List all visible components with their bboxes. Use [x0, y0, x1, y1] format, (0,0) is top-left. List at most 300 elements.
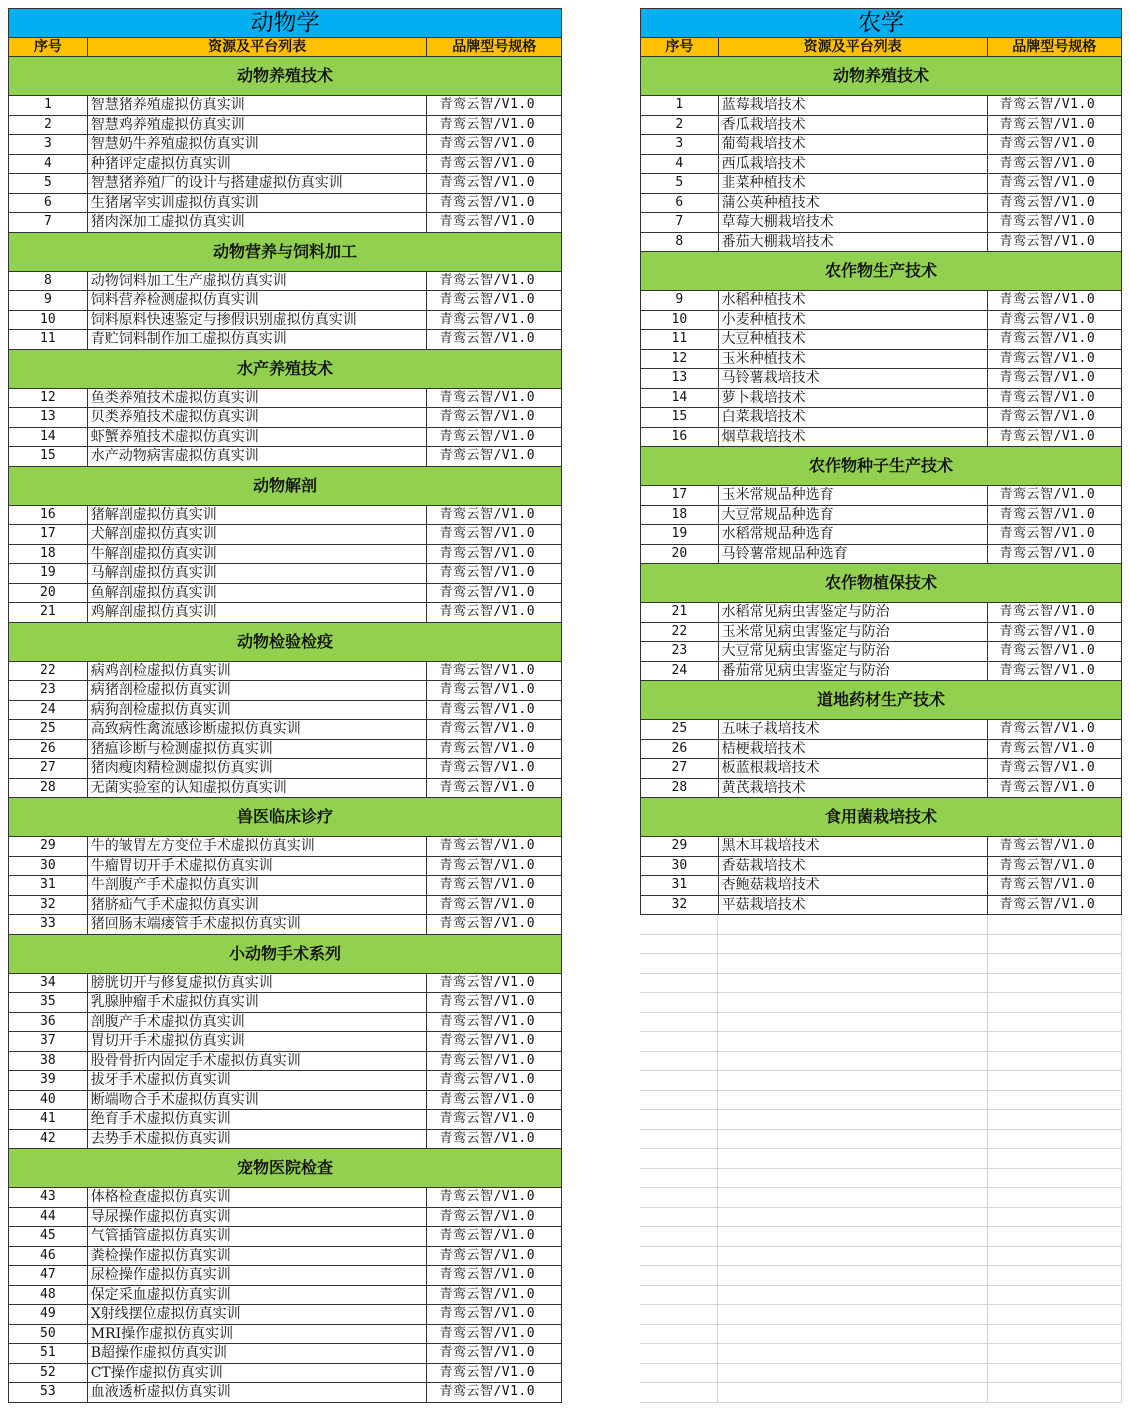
table-row — [640, 525, 1122, 545]
brand-model: 青鸾云智/V1.0 — [999, 350, 1096, 366]
brand-model: 青鸾云智/V1.0 — [439, 1325, 536, 1341]
resource-name: 水产动物病害虚拟仿真实训 — [88, 447, 428, 466]
resource-name: 香菇栽培技术 — [719, 857, 988, 876]
table-row — [8, 1130, 562, 1150]
empty-cell — [640, 1305, 718, 1324]
brand-model: 青鸾云智/V1.0 — [999, 292, 1096, 307]
resource-name: 大豆种植技术 — [719, 330, 988, 349]
resource-name: 智慧猪养殖厂的设计与搭建虚拟仿真实训 — [88, 174, 428, 193]
resource-name: 五味子栽培技术 — [719, 720, 988, 739]
table-row — [640, 720, 1122, 740]
brand-model: 青鸾云智/V1.0 — [439, 136, 536, 151]
empty-cell — [640, 1364, 718, 1383]
empty-cell — [718, 1208, 988, 1227]
brand-model: 青鸾云智/V1.0 — [439, 1228, 536, 1243]
brand-model: 青鸾云智/V1.0 — [439, 1013, 536, 1029]
brand-model: 青鸾云智/V1.0 — [999, 779, 1096, 795]
resource-name: 平菇栽培技术 — [719, 896, 988, 915]
row-number: 18 — [9, 545, 88, 564]
table-row — [640, 291, 1122, 311]
brand-model: 青鸾云智/V1.0 — [999, 97, 1096, 112]
resource-name: 去势手术虚拟仿真实训 — [88, 1130, 428, 1149]
resource-name: 水稻常规品种选育 — [719, 525, 988, 544]
empty-cell — [718, 1364, 988, 1383]
table-row — [8, 564, 562, 584]
resource-name: 蓝莓栽培技术 — [719, 96, 988, 115]
table-row — [8, 311, 562, 331]
resource-name: 种猪评定虚拟仿真实训 — [88, 155, 428, 174]
table-row — [8, 135, 562, 155]
empty-cell — [718, 1266, 988, 1285]
brand-model: 青鸾云智/V1.0 — [999, 155, 1096, 171]
table-row — [8, 1266, 562, 1286]
empty-row — [640, 1305, 1122, 1325]
row-number: 20 — [641, 545, 719, 564]
brand-model: 青鸾云智/V1.0 — [439, 1267, 536, 1282]
empty-cell — [988, 954, 1122, 973]
empty-row — [640, 1383, 1122, 1403]
table-row — [8, 1325, 562, 1345]
table-row — [640, 233, 1122, 253]
brand-model: 青鸾云智/V1.0 — [439, 662, 536, 678]
row-number: 16 — [641, 428, 719, 447]
column-header-brand: 品牌型号规格 — [452, 39, 537, 55]
resource-name: 血液透析虚拟仿真实训 — [88, 1383, 428, 1402]
empty-row — [640, 1013, 1122, 1033]
empty-cell — [718, 1052, 988, 1071]
brand-model: 青鸾云智/V1.0 — [439, 331, 536, 346]
resource-name: 玉米常规品种选育 — [719, 486, 988, 505]
empty-cell — [988, 1286, 1122, 1305]
table-row — [640, 350, 1122, 370]
section-header: 农作物种子生产技术 — [640, 447, 1122, 486]
row-number: 8 — [9, 272, 88, 291]
agronomy-column-headers — [640, 38, 1122, 57]
empty-cell — [718, 1130, 988, 1149]
resource-name: 股骨骨折内固定手术虚拟仿真实训 — [88, 1052, 428, 1071]
resource-name: 番茄常见病虫害鉴定与防治 — [719, 662, 988, 681]
section-header: 动物营养与饲料加工 — [8, 233, 562, 272]
resource-name: 马铃薯常规品种选育 — [719, 545, 988, 564]
empty-row — [640, 1344, 1122, 1364]
resource-name: 小麦种植技术 — [719, 311, 988, 330]
row-number: 14 — [9, 428, 88, 447]
table-row — [8, 194, 562, 214]
row-number: 52 — [9, 1364, 88, 1383]
table-row — [8, 1227, 562, 1247]
empty-cell — [988, 1110, 1122, 1129]
empty-cell — [640, 1013, 718, 1032]
empty-row — [640, 1130, 1122, 1150]
empty-cell — [988, 1227, 1122, 1246]
empty-cell — [640, 1344, 718, 1363]
brand-model: 青鸾云智/V1.0 — [999, 740, 1096, 756]
table-row — [640, 369, 1122, 389]
brand-model: 青鸾云智/V1.0 — [439, 1072, 536, 1087]
row-number: 4 — [9, 155, 88, 174]
brand-model: 青鸾云智/V1.0 — [999, 116, 1096, 132]
empty-cell — [640, 1227, 718, 1246]
table-row — [8, 1091, 562, 1111]
brand-model: 青鸾云智/V1.0 — [999, 136, 1096, 151]
resource-name: 动物饲料加工生产虚拟仿真实训 — [88, 272, 428, 291]
section-header: 农作物植保技术 — [640, 564, 1122, 603]
empty-cell — [640, 1052, 718, 1071]
table-row — [8, 1383, 562, 1403]
brand-model: 青鸾云智/V1.0 — [999, 857, 1096, 873]
resource-name: 猪肉瘦肉精检测虚拟仿真实训 — [88, 759, 428, 778]
brand-model: 青鸾云智/V1.0 — [999, 721, 1096, 736]
section-header: 动物养殖技术 — [8, 57, 562, 96]
agronomy-title: 农学 — [640, 8, 1122, 38]
column-header-resource: 资源及平台列表 — [88, 38, 428, 56]
table-row — [640, 545, 1122, 565]
table-row — [8, 1364, 562, 1384]
empty-row — [640, 1286, 1122, 1306]
zoology-column-headers — [8, 38, 562, 57]
empty-row — [640, 1266, 1122, 1286]
row-number: 22 — [9, 662, 88, 681]
section-header: 道地药材生产技术 — [640, 681, 1122, 720]
resource-name: 猪瘟诊断与检测虚拟仿真实训 — [88, 740, 428, 759]
empty-cell — [640, 1071, 718, 1090]
resource-name: 青贮饲料制作加工虚拟仿真实训 — [88, 330, 428, 349]
brand-model: 青鸾云智/V1.0 — [439, 545, 536, 561]
row-number: 33 — [9, 915, 88, 934]
row-number: 30 — [641, 857, 719, 876]
empty-cell — [718, 1325, 988, 1344]
table-row — [8, 545, 562, 565]
section-header: 水产养殖技术 — [8, 350, 562, 389]
empty-cell — [988, 1266, 1122, 1285]
brand-model: 青鸾云智/V1.0 — [439, 1111, 536, 1126]
empty-cell — [640, 974, 718, 993]
row-number: 18 — [641, 506, 719, 525]
empty-cell — [718, 974, 988, 993]
resource-name: 西瓜栽培技术 — [719, 155, 988, 174]
empty-row — [640, 1364, 1122, 1384]
row-number: 3 — [641, 135, 719, 154]
row-number: 16 — [9, 506, 88, 525]
row-number: 22 — [641, 623, 719, 642]
empty-cell — [718, 1227, 988, 1246]
row-number: 12 — [9, 389, 88, 408]
brand-model: 青鸾云智/V1.0 — [999, 370, 1096, 385]
resource-name: 玉米种植技术 — [719, 350, 988, 369]
empty-cell — [988, 1149, 1122, 1168]
row-number: 7 — [641, 213, 719, 232]
row-number: 35 — [9, 993, 88, 1012]
table-row — [8, 701, 562, 721]
brand-model: 青鸾云智/V1.0 — [439, 116, 536, 132]
row-number: 44 — [9, 1208, 88, 1227]
resource-name: 病鸡剖检虚拟仿真实训 — [88, 662, 428, 681]
empty-row — [640, 935, 1122, 955]
empty-cell — [640, 1169, 718, 1188]
brand-model: 青鸾云智/V1.0 — [439, 1286, 536, 1302]
brand-model: 青鸾云智/V1.0 — [999, 545, 1096, 561]
brand-model: 青鸾云智/V1.0 — [439, 311, 536, 327]
table-row — [8, 408, 562, 428]
table-row — [8, 389, 562, 409]
table-row — [8, 1247, 562, 1267]
empty-cell — [640, 1149, 718, 1168]
empty-cell — [718, 1383, 988, 1402]
resource-name: 大豆常见病虫害鉴定与防治 — [719, 642, 988, 661]
resource-name: 水稻种植技术 — [719, 291, 988, 310]
brand-model: 青鸾云智/V1.0 — [999, 175, 1096, 190]
resource-name: 板蓝根栽培技术 — [719, 759, 988, 778]
table-row — [8, 330, 562, 350]
empty-cell — [988, 1188, 1122, 1207]
column-header-number: 序号 — [9, 38, 88, 56]
section-header: 农作物生产技术 — [640, 252, 1122, 291]
brand-model: 青鸾云智/V1.0 — [999, 487, 1096, 502]
row-number: 13 — [641, 369, 719, 388]
row-number: 29 — [9, 837, 88, 856]
empty-row — [640, 1071, 1122, 1091]
empty-row — [640, 1208, 1122, 1228]
table-row — [640, 194, 1122, 214]
empty-cell — [718, 935, 988, 954]
resource-name: 鱼类养殖技术虚拟仿真实训 — [88, 389, 428, 408]
empty-cell — [640, 1188, 718, 1207]
brand-model: 青鸾云智/V1.0 — [439, 194, 536, 210]
brand-model: 青鸾云智/V1.0 — [439, 682, 536, 697]
table-row — [640, 96, 1122, 116]
brand-model: 青鸾云智/V1.0 — [999, 506, 1096, 522]
brand-model: 青鸾云智/V1.0 — [999, 428, 1096, 444]
row-number: 7 — [9, 213, 88, 232]
empty-row — [640, 1169, 1122, 1189]
brand-model: 青鸾云智/V1.0 — [999, 389, 1096, 405]
brand-model: 青鸾云智/V1.0 — [439, 506, 536, 522]
brand-model: 青鸾云智/V1.0 — [439, 526, 536, 541]
table-row — [640, 896, 1122, 916]
row-number: 41 — [9, 1110, 88, 1129]
brand-model: 青鸾云智/V1.0 — [999, 331, 1096, 346]
row-number: 21 — [641, 603, 719, 622]
brand-model: 青鸾云智/V1.0 — [999, 896, 1096, 912]
empty-cell — [988, 1305, 1122, 1324]
brand-model: 青鸾云智/V1.0 — [439, 1384, 536, 1399]
table-row — [640, 116, 1122, 136]
empty-cell — [718, 915, 988, 934]
row-number: 25 — [641, 720, 719, 739]
resource-name: 智慧奶牛养殖虚拟仿真实训 — [88, 135, 428, 154]
brand-model: 青鸾云智/V1.0 — [999, 526, 1096, 541]
empty-cell — [640, 1247, 718, 1266]
table-row — [640, 135, 1122, 155]
table-row — [640, 837, 1122, 857]
resource-name: MRI操作虚拟仿真实训 — [88, 1325, 428, 1344]
brand-model: 青鸾云智/V1.0 — [439, 1033, 536, 1048]
empty-cell — [718, 1247, 988, 1266]
brand-model: 青鸾云智/V1.0 — [999, 604, 1096, 619]
section-header: 小动物手术系列 — [8, 935, 562, 974]
row-number: 49 — [9, 1305, 88, 1324]
empty-cell — [988, 993, 1122, 1012]
empty-cell — [718, 1286, 988, 1305]
brand-model: 青鸾云智/V1.0 — [439, 1364, 536, 1380]
row-number: 10 — [9, 311, 88, 330]
resource-name: 剖腹产手术虚拟仿真实训 — [88, 1013, 428, 1032]
resource-name: 桔梗栽培技术 — [719, 740, 988, 759]
row-number: 24 — [641, 662, 719, 681]
resource-name: 导尿操作虚拟仿真实训 — [88, 1208, 428, 1227]
empty-cell — [988, 1247, 1122, 1266]
table-row — [8, 291, 562, 311]
table-row — [640, 408, 1122, 428]
table-row — [8, 1188, 562, 1208]
empty-cell — [640, 1110, 718, 1129]
brand-model: 青鸾云智/V1.0 — [439, 409, 536, 424]
table-row — [8, 116, 562, 136]
row-number: 46 — [9, 1247, 88, 1266]
resource-name: CT操作虚拟仿真实训 — [88, 1364, 428, 1383]
empty-cell — [718, 954, 988, 973]
table-row — [8, 506, 562, 526]
zoology-table — [8, 8, 562, 1403]
brand-model: 青鸾云智/V1.0 — [439, 838, 536, 853]
row-number: 11 — [9, 330, 88, 349]
brand-model: 青鸾云智/V1.0 — [439, 896, 536, 912]
table-row — [8, 896, 562, 916]
table-row — [640, 330, 1122, 350]
brand-model: 青鸾云智/V1.0 — [439, 389, 536, 405]
brand-model: 青鸾云智/V1.0 — [439, 1052, 536, 1068]
row-number: 51 — [9, 1344, 88, 1363]
table-row — [640, 213, 1122, 233]
row-number: 23 — [9, 681, 88, 700]
brand-model: 青鸾云智/V1.0 — [439, 1189, 536, 1204]
table-row — [8, 1013, 562, 1033]
brand-model: 青鸾云智/V1.0 — [439, 428, 536, 444]
resource-name: 马铃薯栽培技术 — [719, 369, 988, 388]
resource-name: 无菌实验室的认知虚拟仿真实训 — [88, 779, 428, 798]
table-row — [8, 915, 562, 935]
resource-name: 绝育手术虚拟仿真实训 — [88, 1110, 428, 1129]
empty-cell — [988, 1383, 1122, 1402]
empty-row — [640, 974, 1122, 994]
row-number: 28 — [9, 779, 88, 798]
row-number: 32 — [641, 896, 719, 915]
row-number: 30 — [9, 857, 88, 876]
resource-name: 杏鲍菇栽培技术 — [719, 876, 988, 895]
resource-name: 牛解剖虚拟仿真实训 — [88, 545, 428, 564]
empty-cell — [718, 1305, 988, 1324]
row-number: 38 — [9, 1052, 88, 1071]
resource-name: 胃切开手术虚拟仿真实训 — [88, 1032, 428, 1051]
resource-name: 香瓜栽培技术 — [719, 116, 988, 135]
resource-name: 气管插管虚拟仿真实训 — [88, 1227, 428, 1246]
resource-name: 猪脐疝气手术虚拟仿真实训 — [88, 896, 428, 915]
zoology-title: 动物学 — [8, 8, 562, 38]
resource-name: 大豆常规品种选育 — [719, 506, 988, 525]
empty-row — [640, 1325, 1122, 1345]
brand-model: 青鸾云智/V1.0 — [439, 272, 536, 288]
row-number: 2 — [641, 116, 719, 135]
resource-name: 猪回肠末端瘘管手术虚拟仿真实训 — [88, 915, 428, 934]
resource-name: 犬解剖虚拟仿真实训 — [88, 525, 428, 544]
resource-name: 尿检操作虚拟仿真实训 — [88, 1266, 428, 1285]
table-row — [8, 1305, 562, 1325]
table-row — [8, 759, 562, 779]
brand-model: 青鸾云智/V1.0 — [999, 662, 1096, 678]
brand-model: 青鸾云智/V1.0 — [439, 916, 536, 931]
row-number: 1 — [641, 96, 719, 115]
table-row — [640, 857, 1122, 877]
empty-cell — [988, 1169, 1122, 1188]
empty-row — [640, 1032, 1122, 1052]
row-number: 39 — [9, 1071, 88, 1090]
row-number: 48 — [9, 1286, 88, 1305]
resource-name: 高致病性禽流感诊断虚拟仿真实训 — [88, 720, 428, 739]
resource-name: 马解剖虚拟仿真实训 — [88, 564, 428, 583]
table-row — [640, 389, 1122, 409]
row-number: 27 — [641, 759, 719, 778]
brand-model: 青鸾云智/V1.0 — [439, 155, 536, 171]
resource-name: 饲料原料快速鉴定与掺假识别虚拟仿真实训 — [88, 311, 428, 330]
resource-name: 葡萄栽培技术 — [719, 135, 988, 154]
resource-name: 虾蟹养殖技术虚拟仿真实训 — [88, 428, 428, 447]
section-header: 兽医临床诊疗 — [8, 798, 562, 837]
resource-name: 草莓大棚栽培技术 — [719, 213, 988, 232]
brand-model: 青鸾云智/V1.0 — [439, 779, 536, 795]
empty-row — [640, 993, 1122, 1013]
table-row — [8, 174, 562, 194]
table-row — [8, 876, 562, 896]
table-row — [8, 779, 562, 799]
resource-name: 牛的皱胃左方变位手术虚拟仿真实训 — [88, 837, 428, 856]
resource-name: 白菜栽培技术 — [719, 408, 988, 427]
table-row — [640, 486, 1122, 506]
table-row — [8, 213, 562, 233]
table-row — [8, 681, 562, 701]
empty-cell — [718, 1091, 988, 1110]
brand-model: 青鸾云智/V1.0 — [439, 214, 536, 229]
table-row — [8, 974, 562, 994]
brand-model: 青鸾云智/V1.0 — [439, 604, 536, 619]
section-header: 动物解剖 — [8, 467, 562, 506]
empty-cell — [988, 1208, 1122, 1227]
empty-grid — [640, 915, 1122, 1403]
row-number: 8 — [641, 233, 719, 252]
empty-cell — [640, 1091, 718, 1110]
empty-cell — [718, 1110, 988, 1129]
row-number: 5 — [641, 174, 719, 193]
row-number: 9 — [641, 291, 719, 310]
row-number: 26 — [641, 740, 719, 759]
empty-row — [640, 1091, 1122, 1111]
table-row — [640, 876, 1122, 896]
section-header: 宠物医院检查 — [8, 1149, 562, 1188]
table-row — [8, 272, 562, 292]
empty-cell — [988, 1325, 1122, 1344]
row-number: 13 — [9, 408, 88, 427]
row-number: 17 — [641, 486, 719, 505]
resource-name: 智慧猪养殖虚拟仿真实训 — [88, 96, 428, 115]
resource-name: 断端吻合手术虚拟仿真实训 — [88, 1091, 428, 1110]
resource-name: 玉米常见病虫害鉴定与防治 — [719, 623, 988, 642]
table-row — [8, 96, 562, 116]
resource-name: 牛瘤胃切开手术虚拟仿真实训 — [88, 857, 428, 876]
row-number: 21 — [9, 603, 88, 622]
resource-name: 牛剖腹产手术虚拟仿真实训 — [88, 876, 428, 895]
empty-row — [640, 1188, 1122, 1208]
section-header: 食用菌栽培技术 — [640, 798, 1122, 837]
brand-model: 青鸾云智/V1.0 — [999, 643, 1096, 658]
